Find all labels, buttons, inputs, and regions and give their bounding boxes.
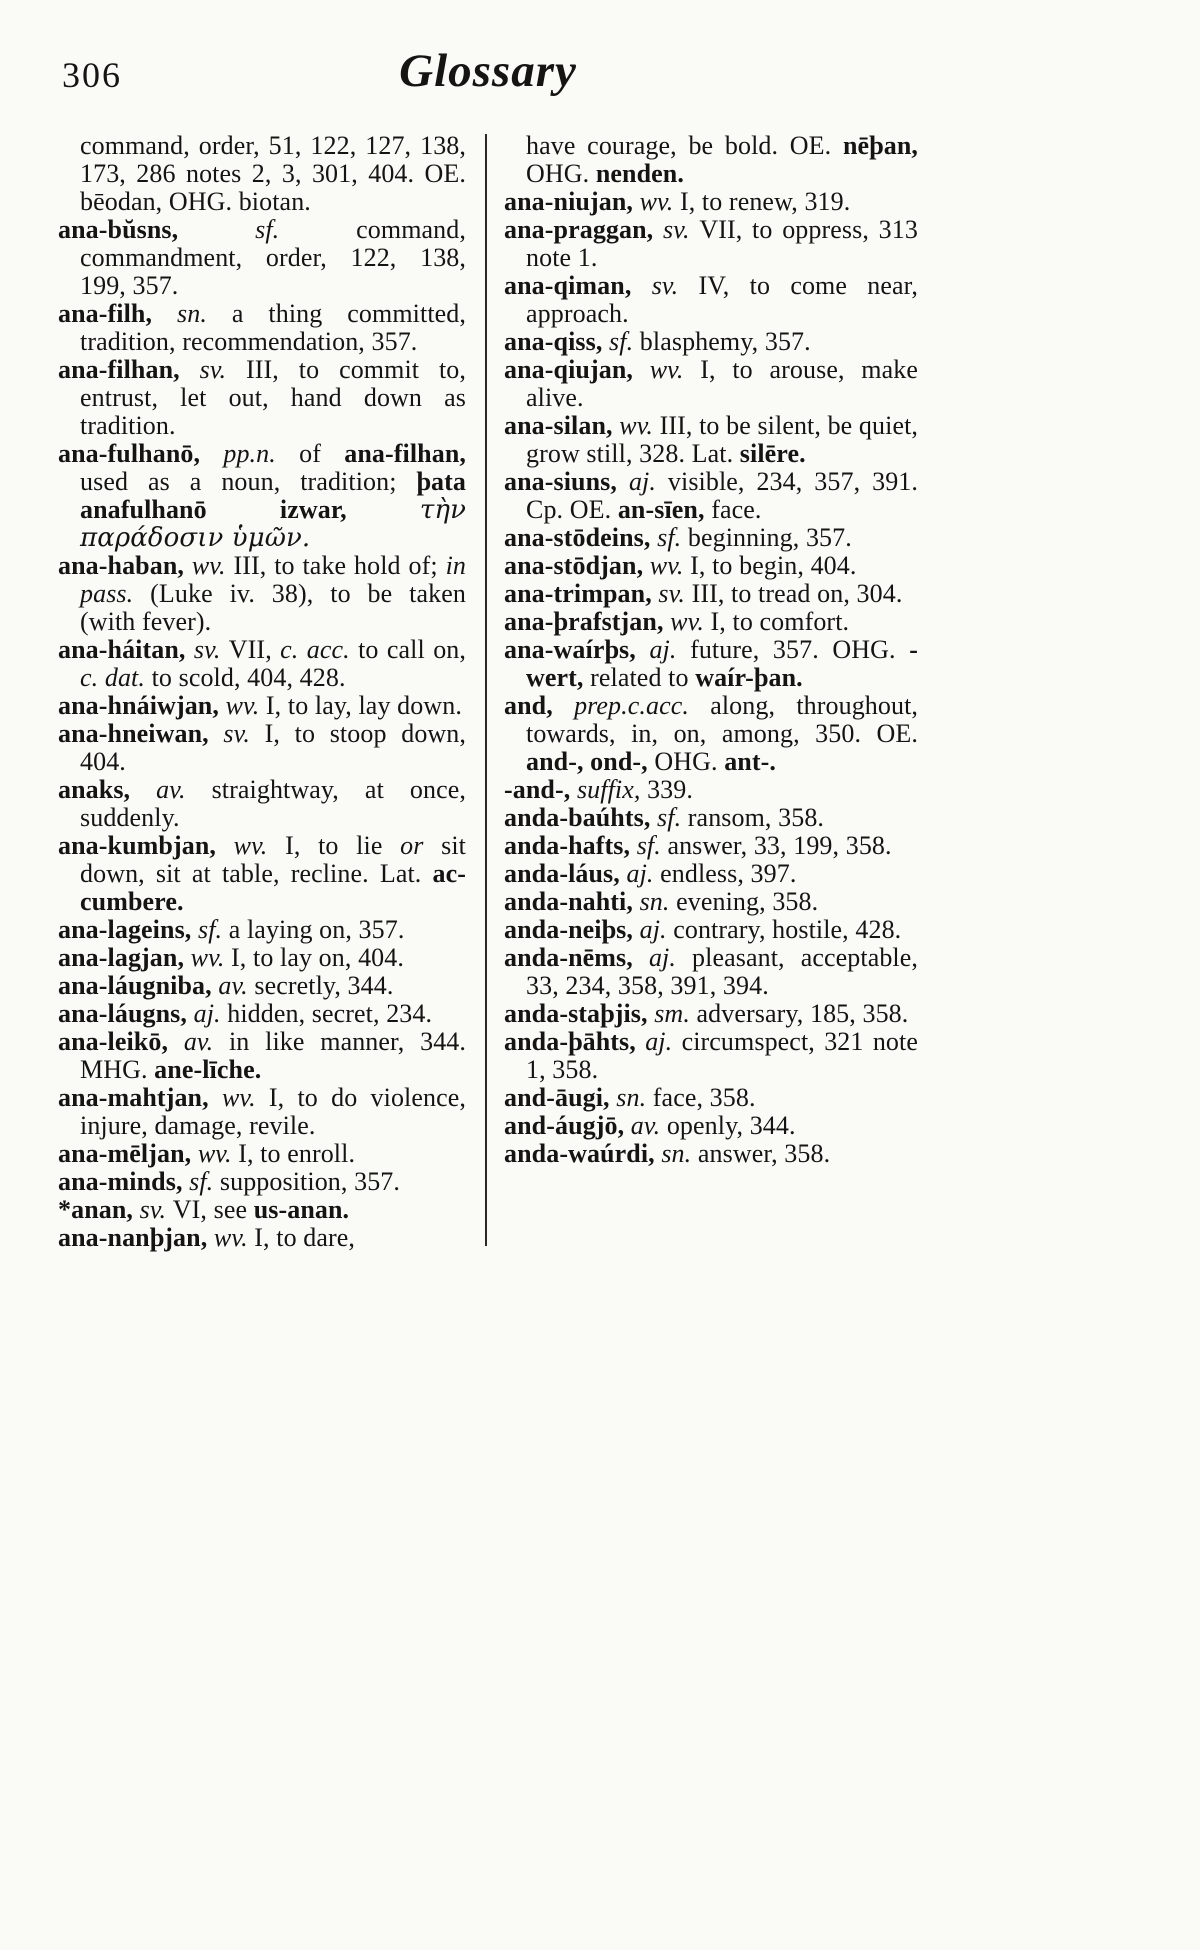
text-run: ane-līche. <box>154 1055 262 1084</box>
text-run: nenden. <box>595 159 684 188</box>
text-run: aj. <box>648 943 693 972</box>
text-run: and, <box>504 691 575 720</box>
glossary-entry <box>58 1000 466 1028</box>
text-run: of <box>299 439 345 468</box>
text-run: ana-lageins, <box>58 915 198 944</box>
text-run: wv. <box>225 691 266 720</box>
text-run: sv. <box>658 579 692 608</box>
text-run: I, to comfort. <box>710 607 850 636</box>
text-run: wv. <box>233 831 286 860</box>
text-run: prep.c.acc. <box>574 691 711 720</box>
glossary-entry <box>504 524 918 552</box>
text-run: evening, 358. <box>676 887 819 916</box>
left-column <box>58 132 466 1252</box>
text-run: VII, <box>228 635 281 664</box>
text-run: I, to begin, 404. <box>690 551 857 580</box>
text-run: ana-háitan, <box>58 635 194 664</box>
text-run: sf. <box>255 215 357 244</box>
entry-continuation <box>504 132 918 188</box>
text-run: anda-þāhts, <box>504 1027 646 1056</box>
text-run: I, to lay on, 404. <box>231 943 404 972</box>
text-run: wv. <box>213 1223 255 1252</box>
glossary-entry <box>58 356 466 440</box>
text-run: ana-hneiwan, <box>58 719 224 748</box>
text-run: wv. <box>191 551 234 580</box>
text-run: III, to tread on, 304. <box>691 579 903 608</box>
glossary-entry <box>504 608 918 636</box>
text-run: ana-láugniba, <box>58 971 219 1000</box>
text-run: openly, 344. <box>666 1111 796 1140</box>
text-run: ana-lagjan, <box>58 943 191 972</box>
text-run: 339. <box>647 775 693 804</box>
glossary-entry <box>58 1028 466 1084</box>
text-run: sn. <box>616 1083 653 1112</box>
text-run: blasphemy, 357. <box>639 327 811 356</box>
glossary-entry <box>504 776 918 804</box>
glossary-entry <box>58 1140 466 1168</box>
text-run: a thing committed, tradition, recommendation, 357. <box>80 299 466 356</box>
text-run: to call on, <box>358 635 466 664</box>
glossary-columns <box>58 132 920 1252</box>
text-run: ana-kumbjan, <box>58 831 234 860</box>
glossary-entry <box>58 636 466 692</box>
glossary-entry <box>58 1168 466 1196</box>
text-run: along, throughout, towards, in, on, among, 350. OE. <box>526 691 919 748</box>
text-run: ana-qiujan, <box>504 355 650 384</box>
text-run: aj. <box>645 1027 682 1056</box>
page-title: Glossary <box>399 45 577 97</box>
text-run: ana-mēljan, <box>58 1139 198 1168</box>
text-run: have courage, be bold. OE. <box>526 131 843 160</box>
glossary-entry <box>504 944 918 1000</box>
text-run: ana-nanþjan, <box>58 1223 214 1252</box>
text-run: VI, see <box>172 1195 254 1224</box>
text-run: ana-qiss, <box>504 327 610 356</box>
glossary-entry <box>58 720 466 776</box>
text-run: aj. <box>649 635 691 664</box>
glossary-entry <box>504 636 918 692</box>
text-run: to scold, 404, 428. <box>151 663 346 692</box>
text-run: ana-filh, <box>58 299 178 328</box>
text-run: and-, ond-, <box>526 747 655 776</box>
glossary-entry <box>504 216 918 272</box>
text-run: ana-filhan, <box>58 355 200 384</box>
text-run: III, to take hold of; <box>233 551 446 580</box>
text-run: aj. <box>626 859 661 888</box>
glossary-entry <box>504 888 918 916</box>
text-run: -wert, <box>526 635 919 692</box>
text-run: ana-leikō, <box>58 1027 184 1056</box>
glossary-entry <box>58 916 466 944</box>
text-run: -and-, <box>504 775 577 804</box>
page-number: 306 <box>62 55 122 95</box>
text-run: ana-trimpan, <box>504 579 659 608</box>
text-run: OHG. <box>526 159 596 188</box>
text-run: adversary, 185, 358. <box>696 999 909 1028</box>
text-run: command, order, 51, 122, 127, 138, 173, 286 notes 2, 3, 301, 404. OE. bēodan, OHG. biotan. <box>80 131 466 216</box>
text-run: aj. <box>628 467 668 496</box>
text-run: face, 358. <box>652 1083 756 1112</box>
text-run: I, to do violence, injure, damage, revile. <box>80 1083 466 1140</box>
page-header <box>58 44 918 110</box>
text-run: or <box>400 831 442 860</box>
text-run: related to <box>590 663 696 692</box>
text-run: wv. <box>649 551 691 580</box>
text-run: wv. <box>670 607 711 636</box>
text-run: av. <box>156 775 212 804</box>
glossary-entry <box>58 832 466 916</box>
text-run: wv. <box>221 1083 269 1112</box>
text-run: used as a noun, tradition; <box>80 467 417 496</box>
glossary-entry <box>504 552 918 580</box>
text-run: ana-waírþs, <box>504 635 650 664</box>
text-run: endless, 397. <box>660 859 797 888</box>
text-run: ana-minds, <box>58 1167 190 1196</box>
text-run: wv. <box>639 187 680 216</box>
text-run: ana-stōdjan, <box>504 551 650 580</box>
text-run: sf. <box>657 523 688 552</box>
text-run: answer, 358. <box>697 1139 831 1168</box>
text-run: I, to lay, lay down. <box>265 691 462 720</box>
text-run: aj. <box>639 915 674 944</box>
text-run: sv. <box>223 719 265 748</box>
text-run: sv. <box>651 271 699 300</box>
text-run: anda-baúhts, <box>504 803 658 832</box>
text-run: III, to commit to, entrust, let out, hand down as tradition. <box>80 355 466 440</box>
text-run: anda-neiþs, <box>504 915 640 944</box>
text-run: in pass. <box>80 551 466 608</box>
text-run: ana-qiman, <box>504 271 652 300</box>
text-run: silēre. <box>739 439 806 468</box>
text-run: I, to renew, 319. <box>679 187 851 216</box>
text-run: sf. <box>197 915 229 944</box>
text-run: anda-nahti, <box>504 887 640 916</box>
text-run: ana-þrafstjan, <box>504 607 671 636</box>
text-run: ana-silan, <box>504 411 620 440</box>
glossary-entry <box>504 188 918 216</box>
text-run: av. <box>630 1111 667 1140</box>
glossary-entry <box>504 692 918 776</box>
right-column <box>504 132 918 1252</box>
text-run: face. <box>711 495 762 524</box>
text-run: anda-nēms, <box>504 943 649 972</box>
text-run: nēþan, <box>842 131 918 160</box>
text-run: I, to enroll. <box>238 1139 356 1168</box>
text-run: IV, to come near, approach. <box>526 271 918 328</box>
text-run: suffix, <box>576 775 648 804</box>
text-run: ana-filhan, <box>344 439 466 468</box>
text-run: circumspect, 321 note 1, 358. <box>526 1027 918 1084</box>
text-run: pleasant, acceptable, 33, 234, 358, 391, 394. <box>526 943 918 1000</box>
text-run: ac-cumbere. <box>80 859 466 916</box>
column-divider-rule <box>485 134 487 1246</box>
glossary-entry <box>58 944 466 972</box>
text-run: anda-láus, <box>504 859 627 888</box>
text-run: anda-staþjis, <box>504 999 655 1028</box>
text-run: future, 357. OHG. <box>690 635 910 664</box>
glossary-entry <box>58 1224 466 1252</box>
text-run: straightway, at once, suddenly. <box>80 775 466 832</box>
text-run: ana-siuns, <box>504 467 629 496</box>
text-run: ana-mahtjan, <box>58 1083 222 1112</box>
text-run: sf. <box>609 327 640 356</box>
glossary-entry <box>504 1000 918 1028</box>
glossary-entry <box>58 1196 466 1224</box>
glossary-entry <box>504 1028 918 1084</box>
text-run: sv. <box>139 1195 173 1224</box>
text-run: ana-niujan, <box>504 187 640 216</box>
text-run: τὴν παράδοσιν ὑμῶν. <box>80 495 466 553</box>
text-run: sit down, sit at table, recline. Lat. <box>80 831 466 888</box>
text-run: wv. <box>190 943 232 972</box>
text-run: I, to lie <box>285 831 401 860</box>
text-run: sf. <box>636 831 668 860</box>
glossary-entry <box>504 860 918 888</box>
glossary-entry <box>58 776 466 832</box>
text-run: sv. <box>663 215 700 244</box>
text-run: wv. <box>197 1139 239 1168</box>
text-run: ana-láugns, <box>58 999 194 1028</box>
glossary-entry <box>504 412 918 468</box>
text-run: I, to dare, <box>254 1223 356 1252</box>
text-run: answer, 33, 199, 358. <box>667 831 892 860</box>
glossary-entry <box>504 272 918 328</box>
text-run: sm. <box>654 999 697 1028</box>
text-run: ana-praggan, <box>504 215 664 244</box>
glossary-entry <box>504 832 918 860</box>
text-run: sf. <box>657 803 688 832</box>
text-run: I, to stoop down, 404. <box>80 719 466 776</box>
text-run: anaks, <box>58 775 157 804</box>
text-run: sf. <box>189 1167 220 1196</box>
text-run: aj. <box>193 999 228 1028</box>
text-run: I, to arouse, make alive. <box>526 355 918 412</box>
text-run: OHG. <box>654 747 725 776</box>
text-run: ransom, 358. <box>687 803 825 832</box>
entry-continuation <box>58 132 466 216</box>
text-run: pp.n. <box>223 439 300 468</box>
glossary-entry <box>58 300 466 356</box>
text-run: waír-þan. <box>695 663 803 692</box>
text-run: secretly, 344. <box>254 971 394 1000</box>
text-run: and-āugi, <box>504 1083 617 1112</box>
text-run: ana-stōdeins, <box>504 523 658 552</box>
text-run: us-anan. <box>253 1195 350 1224</box>
text-run: c. dat. <box>80 663 152 692</box>
text-run: sn. <box>177 299 232 328</box>
text-run: wv. <box>649 355 701 384</box>
text-run: wv. <box>619 411 660 440</box>
glossary-entry <box>58 1084 466 1140</box>
text-run: sn. <box>661 1139 698 1168</box>
text-run: anda-waúrdi, <box>504 1139 662 1168</box>
text-run: ana-bŭsns, <box>58 215 256 244</box>
text-run: visible, 234, 357, 391. Cp. OE. <box>526 467 918 524</box>
glossary-entry <box>504 1112 918 1140</box>
glossary-entry <box>504 1140 918 1168</box>
text-run: hidden, secret, 234. <box>227 999 433 1028</box>
text-run: ana-hnáiwjan, <box>58 691 226 720</box>
glossary-entry <box>504 356 918 412</box>
text-run: beginning, 357. <box>687 523 852 552</box>
text-run: in like manner, 344. MHG. <box>80 1027 467 1084</box>
text-run: VII, to oppress, 313 note 1. <box>526 215 918 272</box>
text-run: c. acc. <box>280 635 359 664</box>
glossary-entry <box>58 972 466 1000</box>
text-run: sv. <box>193 635 229 664</box>
text-run: ana-haban, <box>58 551 192 580</box>
text-run: (Luke iv. 38), to be taken (with fever). <box>80 579 466 636</box>
glossary-entry <box>58 440 466 552</box>
text-run: supposition, 357. <box>219 1167 400 1196</box>
text-run: *anan, <box>58 1195 140 1224</box>
glossary-entry <box>504 580 918 608</box>
text-run: þata anafulhanō izwar, <box>80 467 466 524</box>
glossary-entry <box>504 916 918 944</box>
text-run: command, commandment, order, 122, 138, 199, 357. <box>80 215 466 300</box>
text-run: contrary, hostile, 428. <box>673 915 902 944</box>
text-run: ant-. <box>724 747 776 776</box>
text-run: III, to be silent, be quiet, grow still, 328. Lat. <box>526 411 919 468</box>
text-run: a laying on, 357. <box>228 915 405 944</box>
glossary-entry <box>504 804 918 832</box>
glossary-entry <box>58 216 466 300</box>
text-run: sv. <box>199 355 247 384</box>
glossary-entry <box>504 468 918 524</box>
text-run: sn. <box>639 887 677 916</box>
text-run: anda-hafts, <box>504 831 637 860</box>
text-run: av. <box>218 971 255 1000</box>
text-run: an-sīen, <box>617 495 712 524</box>
text-run: av. <box>183 1027 229 1056</box>
glossary-entry <box>58 692 466 720</box>
text-run: ana-fulhanō, <box>58 439 224 468</box>
glossary-entry <box>58 552 466 636</box>
glossary-entry <box>504 1084 918 1112</box>
text-run: and-áugjō, <box>504 1111 631 1140</box>
glossary-entry <box>504 328 918 356</box>
